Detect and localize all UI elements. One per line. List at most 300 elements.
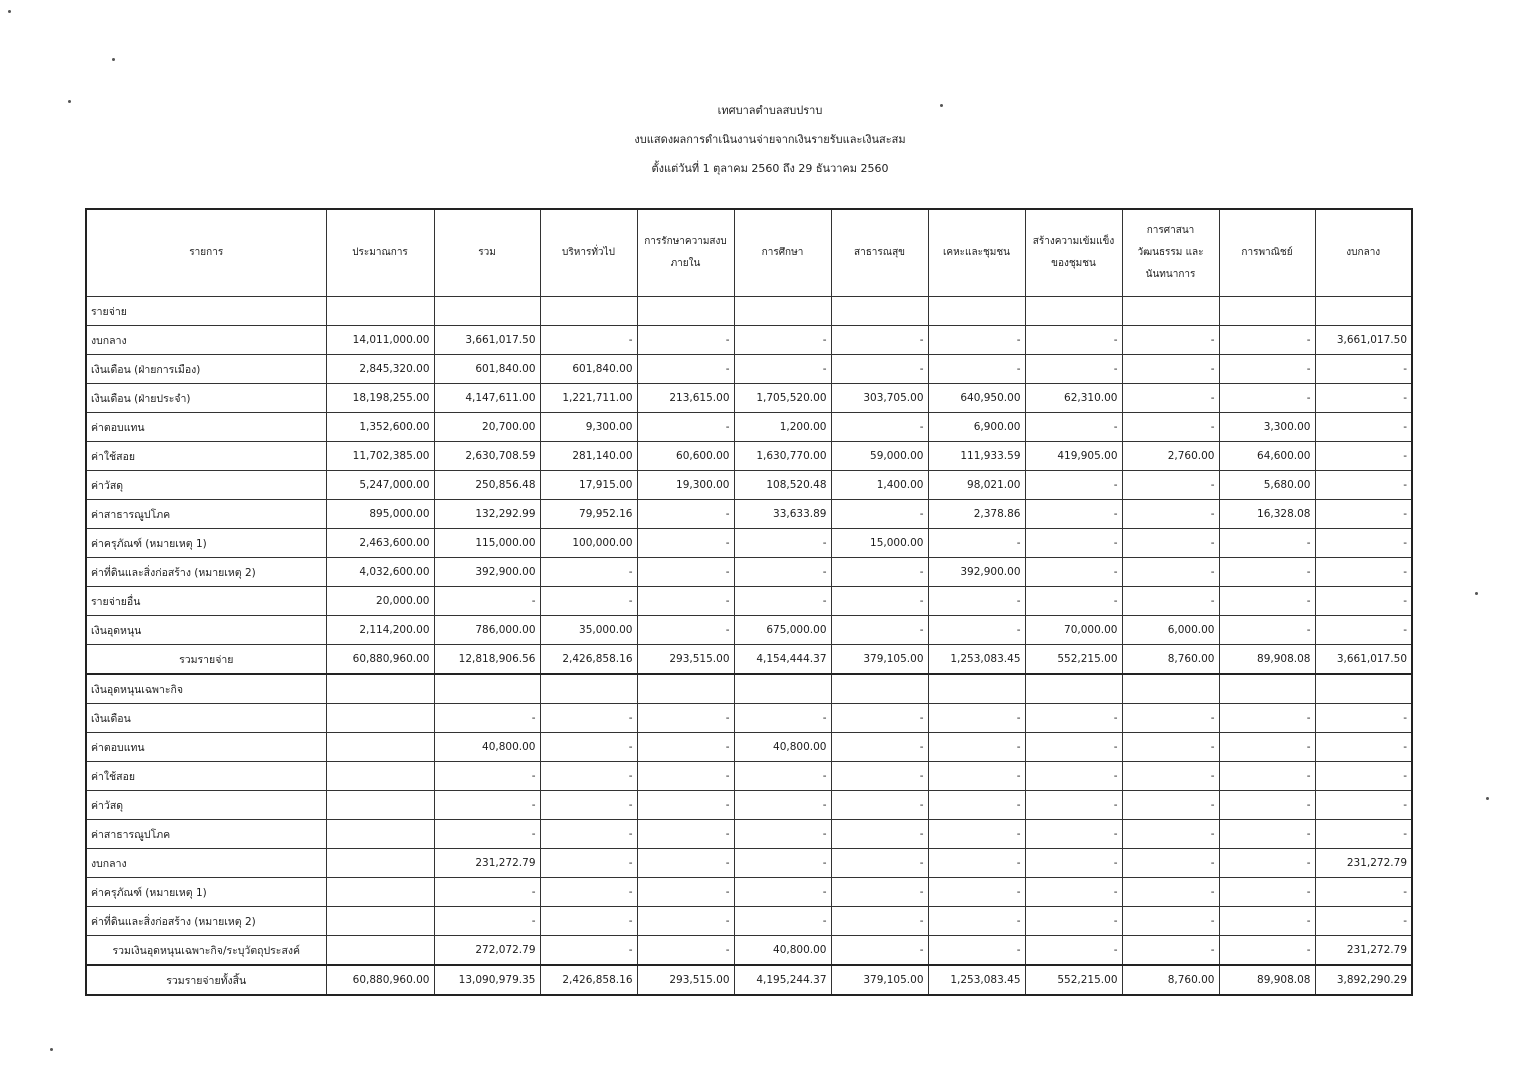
cell-value: - <box>1219 384 1315 413</box>
cell-value: - <box>1122 878 1219 907</box>
cell-value: 5,680.00 <box>1219 471 1315 500</box>
cell-value: - <box>1219 704 1315 733</box>
cell-value: - <box>540 326 637 355</box>
cell-value: - <box>1315 762 1412 791</box>
table-row <box>86 355 1412 384</box>
cell-value: 786,000.00 <box>434 616 540 645</box>
cell-value: - <box>1025 413 1122 442</box>
cell-value: - <box>1315 616 1412 645</box>
header-row <box>86 209 1412 297</box>
cell-value <box>734 674 831 704</box>
cell-value: 2,114,200.00 <box>326 616 434 645</box>
cell-value: - <box>1122 820 1219 849</box>
cell-value: - <box>1315 820 1412 849</box>
cell-value: 601,840.00 <box>434 355 540 384</box>
cell-value: 8,760.00 <box>1122 645 1219 675</box>
cell-value: - <box>831 820 928 849</box>
table-row <box>86 791 1412 820</box>
cell-value: - <box>734 558 831 587</box>
cell-value: - <box>1315 733 1412 762</box>
cell-value <box>434 674 540 704</box>
cell-value: 231,272.79 <box>1315 849 1412 878</box>
row-label: ค่าตอบแทน <box>86 413 326 442</box>
cell-value: 5,247,000.00 <box>326 471 434 500</box>
cell-value: 111,933.59 <box>928 442 1025 471</box>
cell-value: - <box>1122 849 1219 878</box>
statement-title: งบแสดงผลการดำเนินงานจ่ายจากเงินรายรับและเงินสะสม <box>634 133 906 146</box>
row-label: เงินอุดหนุนเฉพาะกิจ <box>86 674 326 704</box>
scan-speck <box>112 58 115 61</box>
cell-value: 98,021.00 <box>928 471 1025 500</box>
cell-value: - <box>928 616 1025 645</box>
cell-value: 2,463,600.00 <box>326 529 434 558</box>
scan-speck <box>1475 592 1478 595</box>
cell-value: 2,760.00 <box>1122 442 1219 471</box>
cell-value: - <box>831 355 928 384</box>
cell-value: 1,221,711.00 <box>540 384 637 413</box>
cell-value: - <box>1315 442 1412 471</box>
cell-value: - <box>637 820 734 849</box>
cell-value: 59,000.00 <box>831 442 928 471</box>
row-label: รวมรายจ่ายทั้งสิ้น <box>86 965 326 995</box>
cell-value: 2,630,708.59 <box>434 442 540 471</box>
cell-value: - <box>1315 413 1412 442</box>
row-label: รายจ่าย <box>86 297 326 326</box>
cell-value: - <box>1025 704 1122 733</box>
row-label: เงินเดือน (ฝ่ายการเมือง) <box>86 355 326 384</box>
cell-value: - <box>637 733 734 762</box>
table-row <box>86 878 1412 907</box>
cell-value: - <box>831 587 928 616</box>
cell-value: - <box>1025 907 1122 936</box>
cell-value: - <box>434 762 540 791</box>
cell-value <box>1219 297 1315 326</box>
cell-value: - <box>1219 791 1315 820</box>
cell-value <box>326 907 434 936</box>
cell-value: - <box>734 907 831 936</box>
cell-value: - <box>637 907 734 936</box>
cell-value: 79,952.16 <box>540 500 637 529</box>
cell-value: - <box>1025 326 1122 355</box>
row-label: ค่าที่ดินและสิ่งก่อสร้าง (หมายเหตุ 2) <box>86 907 326 936</box>
cell-value: 1,253,083.45 <box>928 645 1025 675</box>
cell-value <box>434 297 540 326</box>
cell-value: 1,200.00 <box>734 413 831 442</box>
cell-value: 6,000.00 <box>1122 616 1219 645</box>
cell-value: 16,328.08 <box>1219 500 1315 529</box>
cell-value <box>1122 674 1219 704</box>
cell-value: 3,661,017.50 <box>1315 326 1412 355</box>
cell-value: - <box>1315 704 1412 733</box>
cell-value <box>326 791 434 820</box>
cell-value: 17,915.00 <box>540 471 637 500</box>
cell-value: 9,300.00 <box>540 413 637 442</box>
cell-value: 231,272.79 <box>1315 936 1412 966</box>
table-row <box>86 471 1412 500</box>
row-label: ค่าครุภัณฑ์ (หมายเหตุ 1) <box>86 878 326 907</box>
cell-value: - <box>831 878 928 907</box>
cell-value: - <box>1025 355 1122 384</box>
cell-value: - <box>637 587 734 616</box>
cell-value: 70,000.00 <box>1025 616 1122 645</box>
row-label: ค่าที่ดินและสิ่งก่อสร้าง (หมายเหตุ 2) <box>86 558 326 587</box>
cell-value: 293,515.00 <box>637 645 734 675</box>
table-row <box>86 413 1412 442</box>
cell-value: - <box>1122 936 1219 966</box>
cell-value: - <box>928 355 1025 384</box>
cell-value <box>928 674 1025 704</box>
cell-value: - <box>540 907 637 936</box>
cell-value: - <box>1122 907 1219 936</box>
cell-value: - <box>637 936 734 966</box>
cell-value: 1,253,083.45 <box>928 965 1025 995</box>
cell-value: 250,856.48 <box>434 471 540 500</box>
cell-value: - <box>734 762 831 791</box>
cell-value: - <box>540 791 637 820</box>
cell-value: - <box>1219 820 1315 849</box>
cell-value: - <box>1219 878 1315 907</box>
cell-value: - <box>637 616 734 645</box>
cell-value: - <box>540 587 637 616</box>
table-row <box>86 616 1412 645</box>
cell-value: - <box>928 791 1025 820</box>
cell-value: - <box>540 820 637 849</box>
cell-value: 40,800.00 <box>734 936 831 966</box>
cell-value <box>831 674 928 704</box>
cell-value: 20,700.00 <box>434 413 540 442</box>
cell-value <box>540 297 637 326</box>
cell-value: - <box>831 762 928 791</box>
cell-value: 1,705,520.00 <box>734 384 831 413</box>
cell-value: 40,800.00 <box>434 733 540 762</box>
cell-value: 379,105.00 <box>831 645 928 675</box>
cell-value <box>326 878 434 907</box>
statement-period: ตั้งแต่วันที่ 1 ตุลาคม 2560 ถึง 29 ธันวาคม 2560 <box>651 162 889 175</box>
table-row <box>86 326 1412 355</box>
cell-value: - <box>734 849 831 878</box>
cell-value <box>1025 297 1122 326</box>
cell-value: - <box>1122 500 1219 529</box>
table-row <box>86 907 1412 936</box>
cell-value: 281,140.00 <box>540 442 637 471</box>
cell-value: - <box>734 704 831 733</box>
cell-value: 35,000.00 <box>540 616 637 645</box>
cell-value: - <box>831 791 928 820</box>
cell-value: - <box>1122 384 1219 413</box>
cell-value: - <box>1025 791 1122 820</box>
cell-value: - <box>928 878 1025 907</box>
row-label: รายจ่ายอื่น <box>86 587 326 616</box>
table-row <box>86 849 1412 878</box>
cell-value: - <box>434 820 540 849</box>
cell-value: 89,908.08 <box>1219 645 1315 675</box>
cell-value: - <box>1122 413 1219 442</box>
cell-value: 1,352,600.00 <box>326 413 434 442</box>
cell-value: - <box>434 907 540 936</box>
cell-value: - <box>1315 791 1412 820</box>
cell-value: 100,000.00 <box>540 529 637 558</box>
cell-value <box>326 820 434 849</box>
cell-value <box>637 297 734 326</box>
row-label: ค่าวัสดุ <box>86 471 326 500</box>
cell-value: 272,072.79 <box>434 936 540 966</box>
table-row <box>86 558 1412 587</box>
cell-value: - <box>734 529 831 558</box>
cell-value: 293,515.00 <box>637 965 734 995</box>
table-row <box>86 820 1412 849</box>
cell-value: 2,426,858.16 <box>540 645 637 675</box>
cell-value: - <box>928 587 1025 616</box>
cell-value: 4,032,600.00 <box>326 558 434 587</box>
cell-value: - <box>831 558 928 587</box>
cell-value: - <box>734 878 831 907</box>
cell-value: - <box>1122 355 1219 384</box>
cell-value: 552,215.00 <box>1025 965 1122 995</box>
column-header: การศาสนา วัฒนธรรม และนันทนาการ <box>1122 209 1219 297</box>
cell-value: - <box>1219 936 1315 966</box>
cell-value: - <box>1122 587 1219 616</box>
cell-value: - <box>1219 849 1315 878</box>
cell-value: 60,600.00 <box>637 442 734 471</box>
cell-value: 132,292.99 <box>434 500 540 529</box>
cell-value: - <box>831 936 928 966</box>
column-header: ประมาณการ <box>326 209 434 297</box>
cell-value: - <box>637 849 734 878</box>
table-row <box>86 529 1412 558</box>
cell-value: - <box>540 704 637 733</box>
cell-value: - <box>1315 471 1412 500</box>
cell-value: - <box>1025 733 1122 762</box>
cell-value: - <box>1315 587 1412 616</box>
cell-value: - <box>1025 529 1122 558</box>
cell-value: 2,378.86 <box>928 500 1025 529</box>
cell-value: - <box>1315 529 1412 558</box>
cell-value: - <box>1122 529 1219 558</box>
cell-value: 20,000.00 <box>326 587 434 616</box>
cell-value: - <box>831 413 928 442</box>
cell-value: - <box>1219 326 1315 355</box>
column-header: บริหารทั่วไป <box>540 209 637 297</box>
cell-value: 895,000.00 <box>326 500 434 529</box>
table-row <box>86 733 1412 762</box>
cell-value: - <box>637 413 734 442</box>
table-row <box>86 645 1412 675</box>
cell-value: 392,900.00 <box>434 558 540 587</box>
cell-value: - <box>831 733 928 762</box>
row-label: งบกลาง <box>86 326 326 355</box>
cell-value: 33,633.89 <box>734 500 831 529</box>
cell-value: - <box>1025 820 1122 849</box>
row-label: รวมรายจ่าย <box>86 645 326 675</box>
cell-value: 18,198,255.00 <box>326 384 434 413</box>
cell-value: 62,310.00 <box>1025 384 1122 413</box>
cell-value: - <box>734 820 831 849</box>
cell-value: - <box>1122 704 1219 733</box>
cell-value: - <box>1025 500 1122 529</box>
scan-speck <box>8 10 11 13</box>
table-body <box>86 297 1412 996</box>
column-header: รวม <box>434 209 540 297</box>
row-label: งบกลาง <box>86 849 326 878</box>
cell-value: - <box>1122 326 1219 355</box>
column-header: งบกลาง <box>1315 209 1412 297</box>
cell-value: 1,630,770.00 <box>734 442 831 471</box>
cell-value: - <box>1025 762 1122 791</box>
cell-value: 3,661,017.50 <box>434 326 540 355</box>
cell-value: - <box>434 704 540 733</box>
cell-value: 14,011,000.00 <box>326 326 434 355</box>
cell-value: - <box>831 907 928 936</box>
cell-value: - <box>1315 907 1412 936</box>
cell-value: 11,702,385.00 <box>326 442 434 471</box>
cell-value: 4,195,244.37 <box>734 965 831 995</box>
cell-value: 601,840.00 <box>540 355 637 384</box>
cell-value <box>1315 297 1412 326</box>
table-row <box>86 762 1412 791</box>
cell-value: - <box>637 500 734 529</box>
cell-value: 640,950.00 <box>928 384 1025 413</box>
cell-value: - <box>831 326 928 355</box>
cell-value: - <box>831 704 928 733</box>
cell-value: - <box>540 849 637 878</box>
cell-value: - <box>540 558 637 587</box>
column-header: สาธารณสุข <box>831 209 928 297</box>
table-row <box>86 936 1412 966</box>
cell-value <box>1122 297 1219 326</box>
cell-value: 552,215.00 <box>1025 645 1122 675</box>
cell-value: 213,615.00 <box>637 384 734 413</box>
cell-value <box>1025 674 1122 704</box>
cell-value: 19,300.00 <box>637 471 734 500</box>
row-label: ค่าวัสดุ <box>86 791 326 820</box>
cell-value: - <box>1315 500 1412 529</box>
cell-value: - <box>1025 849 1122 878</box>
column-header: การศึกษา <box>734 209 831 297</box>
cell-value: - <box>540 762 637 791</box>
cell-value: 60,880,960.00 <box>326 965 434 995</box>
cell-value: - <box>637 355 734 384</box>
row-label: ค่าใช้สอย <box>86 442 326 471</box>
org-name: เทศบาลตำบลสบปราบ <box>717 104 823 117</box>
row-label: เงินอุดหนุน <box>86 616 326 645</box>
column-header: การรักษาความสงบภายใน <box>637 209 734 297</box>
cell-value: - <box>434 791 540 820</box>
cell-value: - <box>1122 471 1219 500</box>
cell-value: - <box>1219 762 1315 791</box>
scan-speck <box>68 100 71 103</box>
cell-value: 303,705.00 <box>831 384 928 413</box>
cell-value <box>326 849 434 878</box>
cell-value: - <box>1122 791 1219 820</box>
cell-value <box>326 704 434 733</box>
cell-value: 231,272.79 <box>434 849 540 878</box>
cell-value <box>1219 674 1315 704</box>
table-row <box>86 442 1412 471</box>
cell-value: - <box>1315 558 1412 587</box>
cell-value: 2,845,320.00 <box>326 355 434 384</box>
cell-value: - <box>1219 558 1315 587</box>
cell-value: - <box>1315 355 1412 384</box>
cell-value: - <box>1025 471 1122 500</box>
cell-value: - <box>1122 558 1219 587</box>
table-row <box>86 587 1412 616</box>
cell-value: - <box>928 849 1025 878</box>
cell-value: - <box>928 936 1025 966</box>
cell-value: 64,600.00 <box>1219 442 1315 471</box>
cell-value: - <box>1219 733 1315 762</box>
cell-value: 1,400.00 <box>831 471 928 500</box>
cell-value: - <box>1025 936 1122 966</box>
cell-value: - <box>1122 733 1219 762</box>
column-header: สร้างความเข้มแข็งของชุมชน <box>1025 209 1122 297</box>
cell-value: - <box>1219 529 1315 558</box>
scan-speck <box>1486 797 1489 800</box>
table-row <box>86 384 1412 413</box>
cell-value: 8,760.00 <box>1122 965 1219 995</box>
column-header: การพาณิชย์ <box>1219 209 1315 297</box>
expenditure-table <box>85 208 1413 996</box>
cell-value <box>326 733 434 762</box>
cell-value: - <box>1219 616 1315 645</box>
cell-value <box>928 297 1025 326</box>
row-label: ค่าใช้สอย <box>86 762 326 791</box>
cell-value: 60,880,960.00 <box>326 645 434 675</box>
cell-value <box>326 674 434 704</box>
cell-value: - <box>928 704 1025 733</box>
cell-value: - <box>540 878 637 907</box>
table-row <box>86 500 1412 529</box>
row-label: รวมเงินอุดหนุนเฉพาะกิจ/ระบุวัตถุประสงค์ <box>86 936 326 966</box>
cell-value: - <box>1219 907 1315 936</box>
cell-value: - <box>831 500 928 529</box>
cell-value: - <box>434 878 540 907</box>
cell-value: 3,892,290.29 <box>1315 965 1412 995</box>
cell-value: - <box>1219 355 1315 384</box>
cell-value <box>326 762 434 791</box>
cell-value: 379,105.00 <box>831 965 928 995</box>
cell-value: - <box>734 326 831 355</box>
cell-value: - <box>1219 587 1315 616</box>
cell-value: 675,000.00 <box>734 616 831 645</box>
row-label: ค่าสาธารณูปโภค <box>86 500 326 529</box>
cell-value <box>1315 674 1412 704</box>
cell-value: 392,900.00 <box>928 558 1025 587</box>
cell-value <box>326 297 434 326</box>
cell-value: - <box>928 907 1025 936</box>
cell-value <box>831 297 928 326</box>
cell-value: - <box>1025 558 1122 587</box>
cell-value: 4,154,444.37 <box>734 645 831 675</box>
cell-value: - <box>637 326 734 355</box>
row-label: ค่าครุภัณฑ์ (หมายเหตุ 1) <box>86 529 326 558</box>
cell-value: 419,905.00 <box>1025 442 1122 471</box>
cell-value: - <box>1025 587 1122 616</box>
cell-value: - <box>734 587 831 616</box>
cell-value: - <box>928 733 1025 762</box>
cell-value: 6,900.00 <box>928 413 1025 442</box>
cell-value <box>734 297 831 326</box>
cell-value: - <box>1122 762 1219 791</box>
cell-value: - <box>637 762 734 791</box>
cell-value: - <box>831 616 928 645</box>
cell-value: - <box>928 326 1025 355</box>
row-label: ค่าสาธารณูปโภค <box>86 820 326 849</box>
cell-value: 15,000.00 <box>831 529 928 558</box>
row-label: เงินเดือน (ฝ่ายประจำ) <box>86 384 326 413</box>
scan-speck <box>50 1048 53 1051</box>
cell-value: 115,000.00 <box>434 529 540 558</box>
row-label: เงินเดือน <box>86 704 326 733</box>
